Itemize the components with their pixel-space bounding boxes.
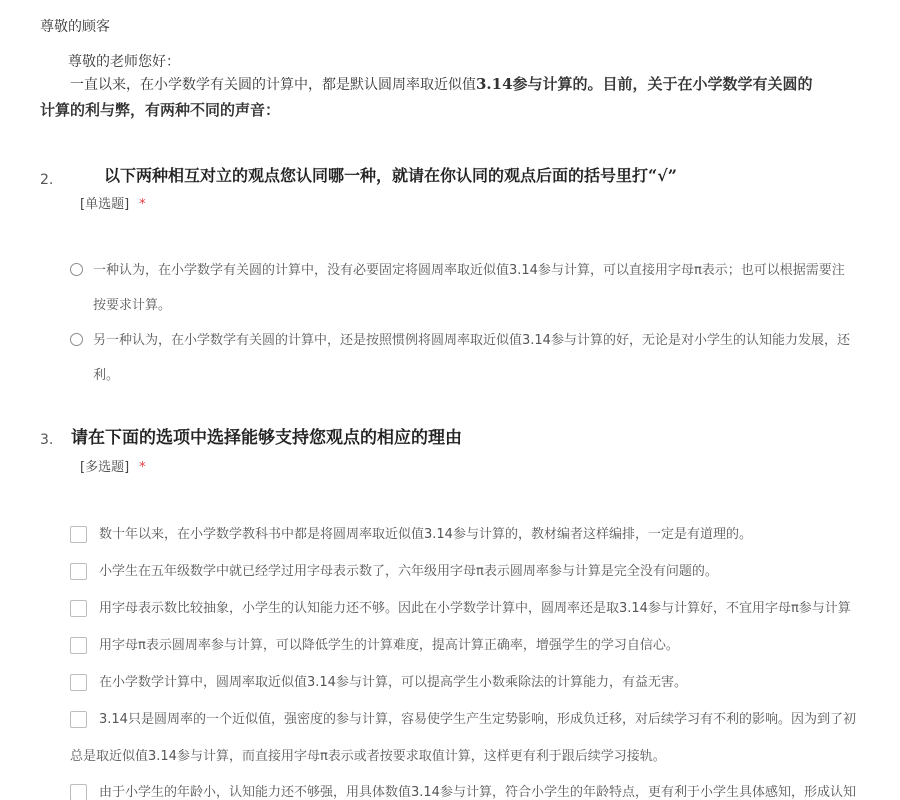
question-3-option-6[interactable] [70, 701, 900, 775]
option-text-line-2: 总是取近似值3.14参与计算，而直接用字母π表示或者按要求取值计算，这样更有利于跟后续学习接轨。 [70, 749, 666, 764]
required-mark: * [139, 460, 146, 475]
option-text: 在小学数学计算中，圆周率取近似值3.14参与计算，可以提高学生小数乘除法的计算能力，有益无害。 [99, 675, 687, 690]
radio-button[interactable] [70, 333, 83, 346]
intro-line-1-normal: 一直以来，在小学数学有关圆的计算中，都是默认圆周率取近似值 [70, 77, 476, 93]
question-3-type [80, 456, 146, 475]
option-text-line-2: 按要求计算。 [93, 298, 172, 313]
intro-line-2: 计算的利与弊，有两种不同的声音： [40, 101, 281, 119]
radio-button[interactable] [70, 263, 83, 276]
option-text-line-1: 另一种认为，在小学数学有关圆的计算中，还是按照惯例将圆周率取近似值3.14参与计算的好，无论是对小学生的认知能力发展，还 [93, 333, 850, 348]
question-3-option-4[interactable] [70, 627, 900, 664]
option-text: 用字母π表示圆周率参与计算，可以降低学生的计算难度，提高计算正确率，增强学生的学习自信心。 [99, 638, 679, 653]
question-2-title: 以下两种相互对立的观点您认同哪一种，就请在你认同的观点后面的括号里打“√” [104, 166, 677, 185]
option-text: 小学生在五年级数学中就已经学过用字母表示数了，六年级用字母π表示圆周率参与计算是完全没有问题的。 [99, 564, 718, 579]
option-text: 数十年以来，在小学数学教科书中都是将圆周率取近似值3.14参与计算的，教材编者这样编排，一定是有道理的。 [99, 527, 752, 542]
survey-title: 尊敬的顾客 [40, 19, 110, 35]
option-text: 用字母表示数比较抽象，小学生的认知能力还不够。因此在小学数学计算中，圆周率还是取3.14参与计算好，不宜用字母π参与计算 [99, 601, 851, 616]
required-mark: * [139, 197, 146, 212]
question-3-option-7[interactable] [70, 774, 900, 800]
checkbox[interactable] [70, 711, 87, 728]
question-3-option-2[interactable] [70, 553, 900, 590]
question-3-option-3[interactable] [70, 590, 900, 627]
intro-line-1 [40, 72, 900, 98]
intro-paragraph [40, 72, 900, 123]
question-3-option-5[interactable] [70, 664, 900, 701]
option-text-line-2: 利。 [93, 368, 120, 383]
question-3-title: 请在下面的选项中选择能够支持您观点的相应的理由 [71, 428, 462, 448]
checkbox[interactable] [70, 600, 87, 617]
question-type-label: [单选题] [80, 197, 130, 212]
checkbox[interactable] [70, 563, 87, 580]
option-text: 由于小学生的年龄小，认知能力还不够强，用具体数值3.14参与计算，符合小学生的年龄特点，更有利于小学生具体感知，形成认知 [99, 785, 856, 800]
question-2-number: 2. [40, 172, 54, 188]
option-text-line-1: 3.14只是圆周率的一个近似值，强密度的参与计算，容易使学生产生定势影响，形成负迁移，对后续学习有不利的影响。因为到了初 [99, 712, 856, 727]
intro-greeting: 尊敬的老师您好： [68, 54, 180, 70]
option-text-line-1: 一种认为，在小学数学有关圆的计算中，没有必要固定将圆周率取近似值3.14参与计算，可以直接用字母π表示；也可以根据需要注 [93, 263, 845, 278]
question-3-number: 3. [40, 432, 54, 448]
question-2-option-1[interactable] [70, 253, 900, 323]
question-2-type [80, 193, 146, 212]
question-2-option-2[interactable] [70, 323, 900, 393]
checkbox[interactable] [70, 784, 87, 800]
question-3-option-1[interactable] [70, 516, 900, 553]
checkbox[interactable] [70, 637, 87, 654]
checkbox[interactable] [70, 526, 87, 543]
checkbox[interactable] [70, 674, 87, 691]
intro-line-1-bold: 3.14参与计算的。目前，关于在小学数学有关圆的 [476, 75, 813, 93]
question-type-label: [多选题] [80, 460, 130, 475]
